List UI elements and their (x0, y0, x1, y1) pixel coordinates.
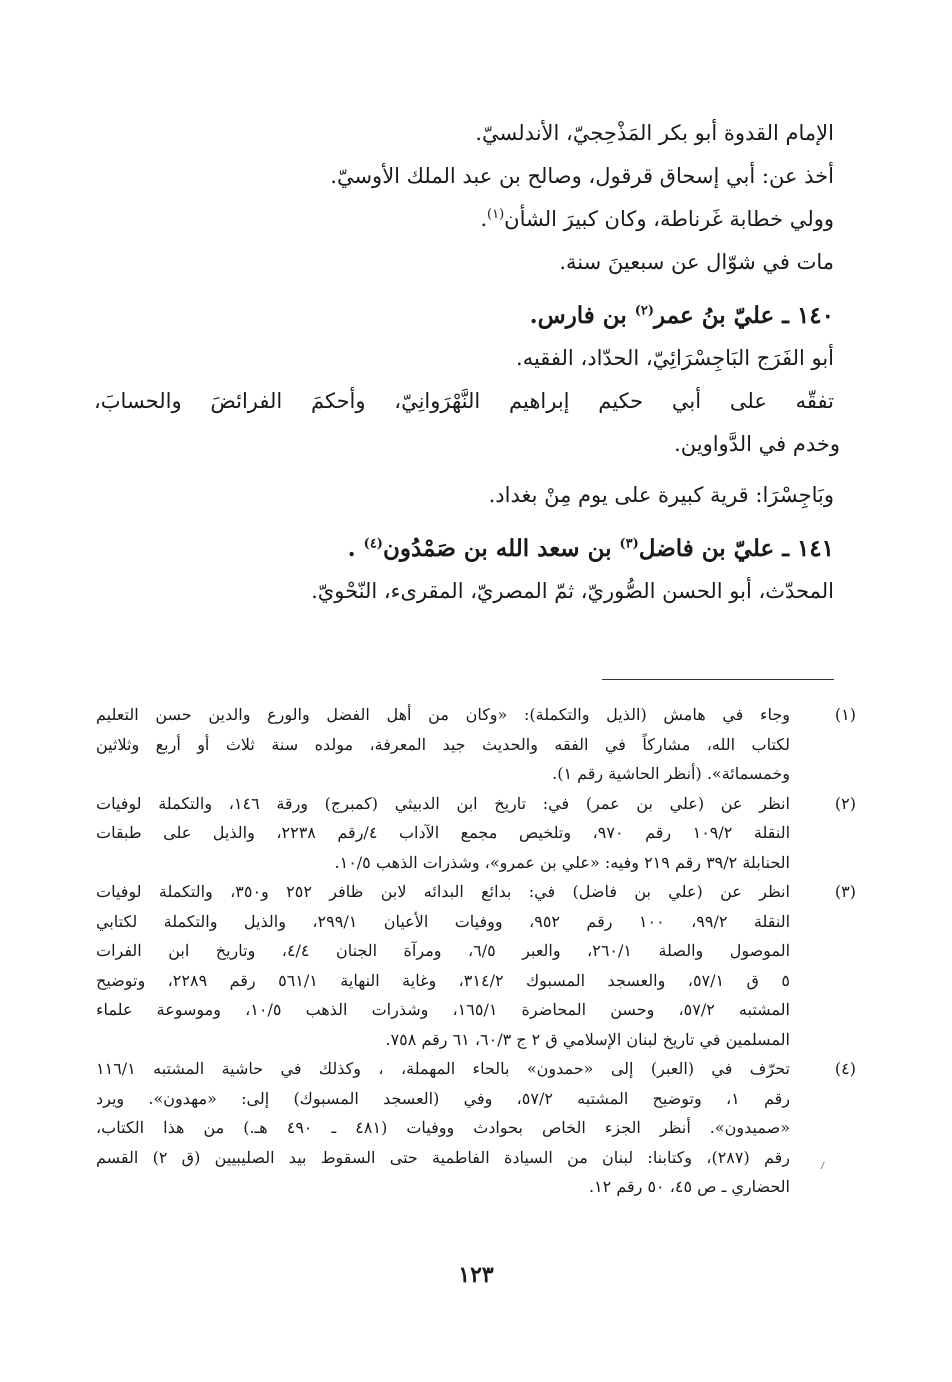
footnote-ref-1: (١) (487, 207, 505, 222)
footnote-line: المسلمين في تاريخ لبنان الإسلامي ق ٢ ج ٦٠/٣، ٦١ رقم ٧٥٨. (385, 1029, 790, 1049)
footnote-line: لكتاب الله، مشاركاً في الفقه والحديث جيد المعرفة، مولده سنة ثلاث أو أربع وثلاثين (96, 734, 790, 754)
footnote-line: النقلة ١٠٩/٢ رقم ٩٧٠، وتلخيص مجمع الآداب ٤/رقم ٢٢٣٨، والذيل على طبقات (96, 823, 791, 842)
footnote-body (96, 1054, 790, 1202)
entry-141-name: ١٤١ ـ عليّ بن فاضل (638, 535, 834, 562)
text-line-3-body: وولي خطابة غَرناطة، وكان كبيرَ الشأن (504, 207, 834, 231)
text-line-3 (94, 198, 834, 241)
footnote-separator (602, 679, 834, 680)
entry-140-name: ١٤٠ ـ عليّ بنُ عمر (654, 302, 834, 329)
footnote-ref-4: (٤) (363, 536, 383, 552)
footnote-body (96, 700, 790, 789)
footnote-line: الحنابلة ٣٩/٢ رقم ٢١٩ وفيه: «علي بن عمرو»، وشذرات الذهب ١٠/٥. (334, 852, 790, 872)
footnote-line: النقلة ٩٩/٢، ١٠٠ رقم ٩٥٢، ووفيات الأعيان ٢٩٩/١، والذيل والتكملة لكتابي (96, 911, 791, 931)
entry-140-line-2: تفقّه على أبي حكيم إبراهيم النَّهْرَوانِيّ، وأحكمَ الفرائضَ والحسابَ، (94, 389, 834, 413)
footnote-number: (٢) (834, 793, 856, 813)
footnotes (96, 700, 856, 1202)
entry-140-line-4: وبَاجِسْرَا: قرية كبيرة على يوم مِنْ بغداد. (488, 483, 834, 507)
footnote-line: وخمسمائة». (أنظر الحاشية رقم ١). (552, 764, 790, 783)
page-number: ١٢٣ (458, 1262, 494, 1288)
text-line-3-end: . (480, 207, 488, 231)
entry-141-title (94, 527, 834, 570)
footnote-ref-3: (٣) (619, 536, 639, 552)
entry-141-line-1: المحدّث، أبو الحسن الصُّوريّ، ثمّ المصريّ، المقرىء، النّحْويّ. (311, 579, 834, 603)
footnote-line: الموصول والصلة ٢٦٠/١، والعبر ٦/٥، ومرآة الجنان ٤/٤، وتاريخ ابن الفرات (96, 941, 791, 960)
footnote-line: «صميدون». أنظر الجزء الخاص بحوادث ووفيات (٤٨١ ـ ٤٩٠ هـ.) من هذا الكتاب، (96, 1118, 790, 1137)
entry-141-name-end: . (347, 535, 364, 562)
text-line-2: أخذ عن: أبي إسحاق قرقول، وصالح بن عبد الملك الأوسيّ. (330, 164, 834, 188)
text-line-4: مات في شوّال عن سبعينَ سنة. (559, 250, 834, 274)
paragraph-gap (94, 466, 834, 474)
footnote-ref-2: (٢) (634, 303, 655, 319)
footnote-number: (١) (834, 705, 856, 724)
footnote-line: ٥ ق ٥٧/١، والعسجد المسبوك ٣١٤/٢، وغاية النهاية ٥٦١/١ رقم ٢٢٨٩، وتوضيح (96, 970, 791, 990)
entry-140-title (94, 294, 834, 337)
footnote-4 (96, 1054, 856, 1202)
footnote-number: (٤) (834, 1059, 856, 1078)
footnote-line: انظر عن (علي بن فاضل) في: بدائع البدائه لابن ظافر ٢٥٢ و٣٥٠، والتكملة لوفيات (96, 882, 791, 901)
entry-140-line-1: أبو الفَرَج البَاجِسْرَائِيّ، الحدّاد، الفقيه. (516, 346, 834, 370)
footnote-line: رقم (٢٨٧)، وكتابنا: لبنان من السيادة الفاطمية حتى السقوط بيد الصليبيين (ق ٢) القسم (96, 1147, 790, 1167)
text-line-1: الإمام القدوة أبو بكر المَذْحِجيّ، الأندلسيّ. (475, 121, 834, 145)
footnote-line: الحضاري ـ ص ٤٥، ٥٠ رقم ١٢. (588, 1177, 790, 1196)
footnote-body (96, 789, 790, 878)
footnote-1 (96, 700, 856, 789)
footnote-2 (96, 789, 856, 878)
footnote-line: تحرّف في (العبر) إلى «حمدون» بالحاء المهملة، ، وكذلك في حاشية المشتبه ١١٦/١ (96, 1059, 790, 1078)
footnote-body (96, 877, 790, 1054)
footnote-line: وجاء في هامش (الذيل والتكملة): «وكان من أهل الفضل والورع والدين حسن التعليم (96, 705, 790, 724)
footnote-3 (96, 877, 856, 1054)
entry-141-name-middle: بن سعد الله بن صَمْدُون (382, 535, 620, 562)
footnote-line: انظر عن (علي بن عمر) في: تاريخ ابن الدبيثي (كمبرج) ورقة ١٤٦، والتكملة لوفيات (96, 793, 790, 813)
main-text (94, 112, 840, 613)
footnote-number: (٣) (834, 882, 856, 901)
footnote-line: المشتبه ٥٧/٢، وحسن المحاضرة ١٦٥/١، وشذرات الذهب ١٠/٥، وموسوعة علماء (96, 1000, 791, 1019)
entry-140-line-3: وخدم في الدَّواوين. (674, 432, 840, 456)
footnote-line: رقم ١، وتوضيح المشتبه ٥٧/٢، وفي (العسجد المسبوك) إلى: «مهدون». ويرد (96, 1088, 791, 1108)
entry-140-name-rest: بن فارس. (529, 302, 635, 329)
